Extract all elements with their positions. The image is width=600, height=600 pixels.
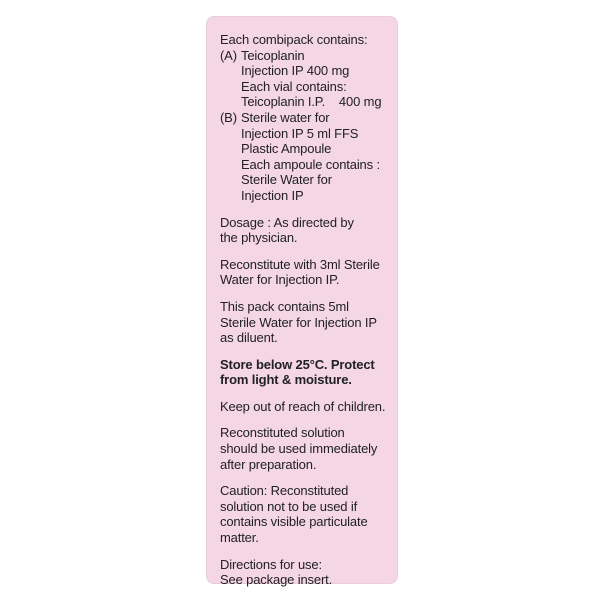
pack-contains-line-2: Sterile Water for Injection IP (220, 314, 377, 330)
item-b-line-2: Injection IP 5 ml FFS (241, 125, 359, 141)
composition-heading: Each combipack contains: (220, 32, 368, 47)
item-b-line-4: Each ampoule contains : (241, 156, 380, 172)
reconstitute-line-2: Water for Injection IP. (220, 272, 340, 288)
reconstitute-line-1: Reconstitute with 3ml Sterile (220, 256, 380, 272)
item-b-line-5: Sterile Water for (241, 172, 332, 188)
item-a-line-3: Each vial contains: (241, 78, 347, 94)
item-b-line-6: Injection IP (241, 187, 304, 203)
pack-contains-line-3: as diluent. (220, 330, 278, 346)
dosage-line-1: Dosage : As directed by (220, 214, 354, 230)
caution-line-1: Caution: Reconstituted (220, 483, 349, 499)
dosage-line-2: the physician. (220, 230, 298, 246)
composition-item-b (220, 110, 392, 126)
product-label-panel (206, 16, 398, 588)
reconstituted-line-3: after preparation. (220, 456, 317, 472)
label-text-block (220, 32, 392, 588)
item-a-line-1: Teicoplanin (241, 47, 305, 63)
pack-contains-section (220, 299, 392, 346)
reconstituted-line-1: Reconstituted solution (220, 425, 345, 441)
storage-line-2: from light & moisture. (220, 372, 352, 388)
item-b-line-1: Sterile water for (241, 109, 330, 125)
caution-line-3: contains visible particulate (220, 514, 368, 530)
reconstituted-solution-section (220, 425, 392, 472)
item-a-marker: (A) (220, 47, 237, 63)
children-warning (220, 399, 392, 415)
directions-line-1: Directions for use: (220, 556, 322, 572)
storage-section (220, 357, 392, 388)
directions-section (220, 557, 392, 588)
item-a-line-4: Teicoplanin I.P. 400 mg (241, 94, 382, 110)
reconstituted-line-2: should be used immediately (220, 441, 378, 457)
dosage-section (220, 215, 392, 246)
composition-item-a (220, 48, 392, 64)
storage-line-1: Store below 25°C. Protect (220, 356, 375, 372)
pack-contains-line-1: This pack contains 5ml (220, 298, 349, 314)
caution-section (220, 483, 392, 545)
reconstitute-section (220, 257, 392, 288)
item-b-line-3: Plastic Ampoule (241, 141, 332, 157)
item-b-marker: (B) (220, 109, 237, 125)
caution-line-4: matter. (220, 530, 259, 546)
children-line-1: Keep out of reach of children. (220, 398, 386, 414)
caution-line-2: solution not to be used if (220, 498, 358, 514)
directions-line-2: See package insert. (220, 572, 333, 588)
item-a-line-2: Injection IP 400 mg (241, 63, 350, 79)
